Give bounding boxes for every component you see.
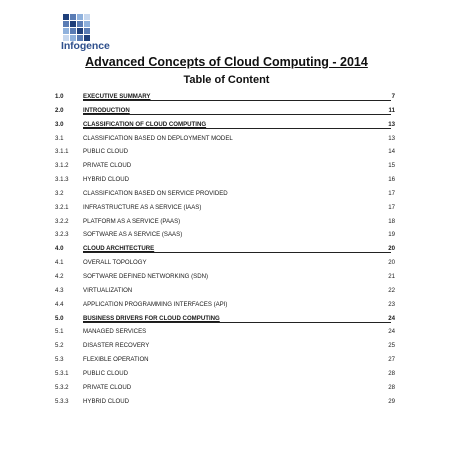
toc-entry-number: 3.2: [55, 189, 64, 197]
logo-square: [77, 28, 83, 34]
toc-entry-label: PUBLIC CLOUD: [83, 148, 129, 156]
document-title: Advanced Concepts of Cloud Computing - 2014: [85, 55, 368, 69]
toc-section-row[interactable]: [55, 312, 395, 326]
toc-heading: Table of Content: [183, 74, 270, 86]
toc-entry-page: 24: [388, 328, 395, 336]
logo-square: [84, 21, 90, 27]
toc-entry-page: 13: [388, 134, 395, 142]
toc-entry-number: 3.1.2: [55, 162, 69, 170]
toc-leader-rule: [83, 322, 391, 323]
toc-entry-row[interactable]: [55, 145, 395, 159]
toc-entry-row[interactable]: [55, 256, 395, 270]
toc-entry-number: 5.3.2: [55, 383, 69, 391]
toc-entry-number: 4.4: [55, 300, 64, 308]
toc-entry-label: OVERALL TOPOLOGY: [83, 259, 147, 267]
toc-entry-number: 4.0: [55, 245, 64, 253]
toc-entry-label: HYBRID CLOUD: [83, 397, 130, 405]
toc-entry-page: 13: [388, 120, 395, 128]
toc-entry-row[interactable]: [55, 173, 395, 187]
toc-entry-page: 22: [388, 286, 395, 294]
toc-entry-page: 7: [391, 93, 395, 100]
toc-entry-page: 29: [388, 397, 395, 405]
toc-entry-label: INFRASTRUCTURE AS A SERVICE (IAAS): [83, 203, 202, 211]
toc-entry-row[interactable]: [55, 284, 395, 298]
toc-entry-row[interactable]: [55, 325, 395, 339]
toc-entry-label: CLOUD ARCHITECTURE: [83, 245, 155, 253]
toc-entry-number: 5.2: [55, 342, 64, 350]
toc-entry-label: SOFTWARE DEFINED NETWORKING (SDN): [83, 272, 209, 280]
toc-entry-page: 28: [388, 383, 395, 391]
toc-entry-number: 3.2.2: [55, 217, 69, 225]
toc-entry-page: 16: [388, 176, 395, 184]
toc-entry-row[interactable]: [55, 132, 395, 146]
toc-entry-row[interactable]: [55, 339, 395, 353]
toc-entry-row[interactable]: [55, 353, 395, 367]
logo-square: [63, 14, 69, 20]
toc-entry-page: 17: [388, 203, 395, 211]
toc-entry-label: BUSINESS DRIVERS FOR CLOUD COMPUTING: [83, 314, 220, 322]
toc-entry-row[interactable]: [55, 298, 395, 312]
toc-entry-page: 24: [388, 314, 395, 322]
toc-entry-number: 3.1.1: [55, 148, 69, 156]
toc-leader-rule: [83, 252, 391, 253]
toc-section-row[interactable]: [55, 242, 395, 256]
toc-entry-page: 11: [388, 106, 395, 114]
toc-entry-row[interactable]: [55, 187, 395, 201]
toc-entry-page: 19: [388, 231, 395, 239]
toc-entry-number: 3.1.3: [55, 176, 69, 184]
toc-entry-label: FLEXIBLE OPERATION: [83, 356, 149, 364]
toc-entry-row[interactable]: [55, 381, 395, 395]
toc-leader-rule: [83, 100, 391, 101]
logo-square: [77, 21, 83, 27]
toc-entry-page: 28: [388, 369, 395, 377]
toc-entry-number: 1.0: [55, 93, 64, 100]
toc-entry-page: 20: [388, 245, 395, 253]
toc-entry-label: APPLICATION PROGRAMMING INTERFACES (API): [83, 300, 228, 308]
toc-section-row[interactable]: [55, 104, 395, 118]
toc-entry-label: PUBLIC CLOUD: [83, 369, 129, 377]
toc-entry-row[interactable]: [55, 395, 395, 409]
toc-entry-label: CLASSIFICATION BASED ON DEPLOYMENT MODEL: [83, 134, 233, 142]
toc-entry-row[interactable]: [55, 201, 395, 215]
toc-entry-number: 5.3.3: [55, 397, 69, 405]
infogence-logo: [61, 14, 119, 54]
toc-entry-row[interactable]: [55, 215, 395, 229]
toc-entry-row[interactable]: [55, 159, 395, 173]
toc-entry-page: 20: [388, 259, 395, 267]
logo-square: [63, 21, 69, 27]
toc-entry-number: 4.1: [55, 259, 64, 267]
toc-entry-page: 23: [388, 300, 395, 308]
logo-square: [63, 28, 69, 34]
toc-entry-page: 15: [388, 162, 395, 170]
toc-entry-row[interactable]: [55, 367, 395, 381]
toc-entry-number: 3.0: [55, 120, 64, 128]
toc-entry-row[interactable]: [55, 228, 395, 242]
toc-entry-label: VIRTUALIZATION: [83, 286, 133, 294]
toc-entry-number: 5.1: [55, 328, 64, 336]
logo-text: Infogence: [61, 40, 110, 52]
toc-entry-number: 4.3: [55, 286, 64, 294]
logo-grid-icon: [63, 14, 91, 42]
toc-entry-label: PRIVATE CLOUD: [83, 383, 132, 391]
logo-square: [84, 14, 90, 20]
toc-entry-label: CLASSIFICATION BASED ON SERVICE PROVIDED: [83, 189, 228, 197]
toc-entry-number: 3.2.3: [55, 231, 69, 239]
toc-entry-label: HYBRID CLOUD: [83, 176, 130, 184]
toc-entry-number: 5.0: [55, 314, 64, 322]
toc-entry-label: SOFTWARE AS A SERVICE (SAAS): [83, 231, 183, 239]
logo-square: [77, 14, 83, 20]
toc-entry-number: 4.2: [55, 272, 64, 280]
toc-entry-label: EXECUTIVE SUMMARY: [83, 93, 151, 100]
toc-leader-rule: [83, 128, 391, 129]
table-of-contents: [55, 90, 395, 408]
toc-entry-label: DISASTER RECOVERY: [83, 342, 150, 350]
logo-square: [84, 28, 90, 34]
toc-section-row[interactable]: [55, 90, 395, 104]
logo-square: [70, 28, 76, 34]
toc-entry-page: 27: [388, 356, 395, 364]
toc-section-row[interactable]: [55, 118, 395, 132]
toc-entry-label: INTRODUCTION: [83, 106, 130, 114]
toc-entry-label: PLATFORM AS A SERVICE (PAAS): [83, 217, 181, 225]
toc-entry-number: 3.1: [55, 134, 64, 142]
toc-entry-label: CLASSIFICATION OF CLOUD COMPUTING: [83, 120, 207, 128]
toc-entry-row[interactable]: [55, 270, 395, 284]
logo-square: [70, 14, 76, 20]
toc-entry-page: 17: [388, 189, 395, 197]
toc-entry-page: 14: [388, 148, 395, 156]
toc-entry-number: 5.3: [55, 356, 64, 364]
toc-entry-number: 5.3.1: [55, 369, 69, 377]
toc-entry-number: 2.0: [55, 106, 64, 114]
toc-entry-label: MANAGED SERVICES: [83, 328, 147, 336]
toc-entry-label: PRIVATE CLOUD: [83, 162, 132, 170]
toc-entry-page: 18: [388, 217, 395, 225]
toc-entry-page: 25: [388, 342, 395, 350]
toc-leader-rule: [83, 114, 391, 115]
toc-entry-page: 21: [388, 272, 395, 280]
toc-entry-number: 3.2.1: [55, 203, 69, 211]
logo-square: [70, 21, 76, 27]
